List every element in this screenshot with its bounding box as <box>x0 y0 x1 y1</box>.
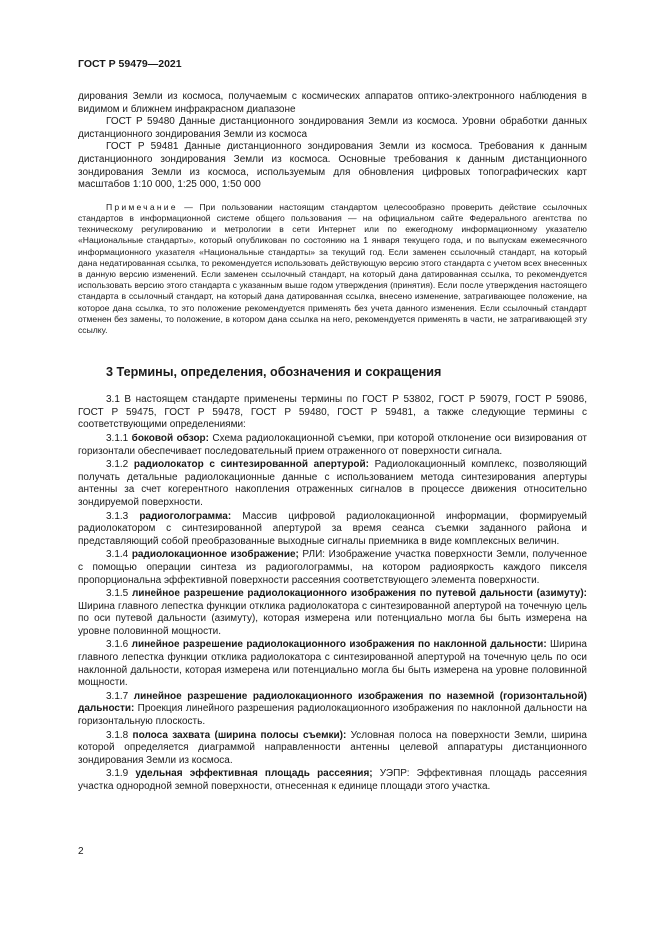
term-number: 3.1.2 <box>106 459 134 471</box>
note-paragraph <box>78 202 587 336</box>
term-text: Массив цифровой радиолокационной информации, формируемый радиолокатором с синтезированной апертурой за время сеанса съемки заданного района и представляющий собой преобразованные выходные сигналы приемника в виде комплексных величин. <box>78 510 587 547</box>
term-number: 3.1.4 <box>106 549 132 561</box>
term-definition <box>78 459 587 509</box>
note-text: — При пользовании настоящим стандартом целесообразно проверить действие ссылочных стандартов в информационной системе общего пользования — на официальном сайте Федерального агентства по техническому регулированию и метрологии в сети Интернет или по ежегодному информационному указателю «Национальные стандарты», который опубликован по состоянию на 1 января текущего года, и по выпускам ежемесячного информационного указателя «Национальные стандарты» за текущий год. Если заменен ссылочный стандарт, на который дана недатированная ссылка, то рекомендуется использовать действующую версию этого стандарта с учетом всех внесенных в данную версию изменений. Если заменен ссылочный стандарт, на который дана датированная ссылка, то рекомендуется использовать версию этого стандарта с указанным выше годом утверждения (принятия). Если после утверждения настоящего стандарта в ссылочный стандарт, на который дана датированная ссылка, внесено изменение, затрагивающее положение, на которое дана ссылка, то это положение рекомендуется применять без учета данного изменения. Если ссылочный стандарт отменен без замены, то положение, в котором дана ссылка на него, рекомендуется применять в части, не затрагивающей эту ссылку. <box>78 201 587 335</box>
term-name: радиолокатор с синтезированной апертурой: <box>133 459 370 471</box>
document-header: ГОСТ Р 59479—2021 <box>78 58 182 70</box>
term-text: Ширина главного лепестка функции отклика радиолокатора с синтезированной апертурой на точечную цель по оси наклонной дальности, которая измерена или потенциально могла бы быть измерена на уровне половинной мощности. <box>78 639 587 689</box>
term-text: Проекция линейного разрешения радиолокационного изображения по наклонной дальности на горизонтальную плоскость. <box>78 703 587 728</box>
term-definition <box>78 691 587 729</box>
term-name: линейное разрешение радиолокационного изображения по путевой дальности (азимуту): <box>131 588 587 600</box>
term-text: Ширина главного лепестка функции отклика радиолокатора с синтезированной апертурой на точечную цель по оси путевой дальности (азимуту), которая измерена или потенциально могла бы быть измерена на уровне половинной мощности. <box>78 600 587 637</box>
term-name: линейное разрешение радиолокационного изображения по наземной (горизонтальной) дальности: <box>78 690 587 715</box>
term-number: 3.1.5 <box>106 588 132 600</box>
term-name: боковой обзор: <box>131 432 209 444</box>
reference-gost-59480: ГОСТ Р 59480 Данные дистанционного зондирования Земли из космоса. Уровни обработки данных дистанционного зондирования Земли из космоса <box>78 116 587 140</box>
term-text: Схема радиолокационной съемки, при которой отклонение оси визирования от горизонтали обеспечивает последовательный прием отраженного от поверхности сигнала. <box>78 432 587 457</box>
term-name: удельная эффективная площадь рассеяния; <box>135 768 373 780</box>
term-definition <box>78 730 587 768</box>
term-definition <box>78 639 587 689</box>
term-definition <box>78 768 587 793</box>
term-number: 3.1.3 <box>106 510 140 522</box>
term-text: РЛИ: Изображение участка поверхности Земли, полученное с помощью операции синтеза из радиоголограммы, на котором радиояркость каждого пикселя пропорциональна эффективной поверхности рассеяния соответствующего элемента поверхности. <box>78 549 588 586</box>
term-number: 3.1.9 <box>106 768 136 780</box>
section-heading: 3 Термины, определения, обозначения и сокращения <box>106 365 442 380</box>
page-number: 2 <box>78 846 84 857</box>
term-text: Радиолокационный комплекс, позволяющий получать детальные радиолокационные данные с использованием метода синтезирования апертуры антенны за счет когерентного накопления отраженных сигналов в процессе движения относительно зондируемой поверхности. <box>78 459 587 508</box>
term-definition <box>78 511 587 549</box>
term-definition <box>78 433 587 458</box>
term-number: 3.1.7 <box>106 690 134 702</box>
term-number: 3.1.8 <box>106 729 133 741</box>
term-definition <box>78 588 587 638</box>
term-name: радиолокационное изображение; <box>131 549 299 561</box>
intro-paragraph-continuation: дирования Земли из космоса, получаемым с космических аппаратов оптико-электронного наблюдения в видимом и ближнем инфракрасном диапазоне <box>78 91 587 115</box>
term-text: Условная полоса на поверхности Земли, ширина которой определяется диаграммой направленности антенны целевой аппаратуры дистанционного зондирования Земли из космоса. <box>78 729 587 766</box>
term-text: УЭПР: Эффективная площадь рассеяния участка однородной земной поверхности, отнесенная к единице площади этого участка. <box>78 768 587 792</box>
term-definition <box>78 549 587 587</box>
reference-gost-59481: ГОСТ Р 59481 Данные дистанционного зондирования Земли из космоса. Требования к данным дистанционного зондирования Земли из космоса. Основные требования к данным дистанционного зондирования Земли из космоса, используемым для обновления цифровых топографических карт масштабов 1:10 000, 1:25 000, 1:50 000 <box>78 141 587 191</box>
note-label: Примечание <box>106 201 178 212</box>
page-content <box>78 91 587 794</box>
term-name: полоса захвата (ширина полосы съемки): <box>132 729 347 741</box>
section-lead-paragraph: 3.1 В настоящем стандарте применены термины по ГОСТ Р 53802, ГОСТ Р 59079, ГОСТ Р 59086, ГОСТ Р 59475, ГОСТ Р 59478, ГОСТ Р 59480, ГОСТ Р 59481, а также следующие термины с соответствующими определениями: <box>78 394 587 431</box>
term-number: 3.1.6 <box>106 639 132 651</box>
term-name: линейное разрешение радиолокационного изображения по наклонной дальности: <box>131 639 547 651</box>
term-number: 3.1.1 <box>106 432 132 444</box>
term-name: радиоголограмма: <box>139 510 232 522</box>
